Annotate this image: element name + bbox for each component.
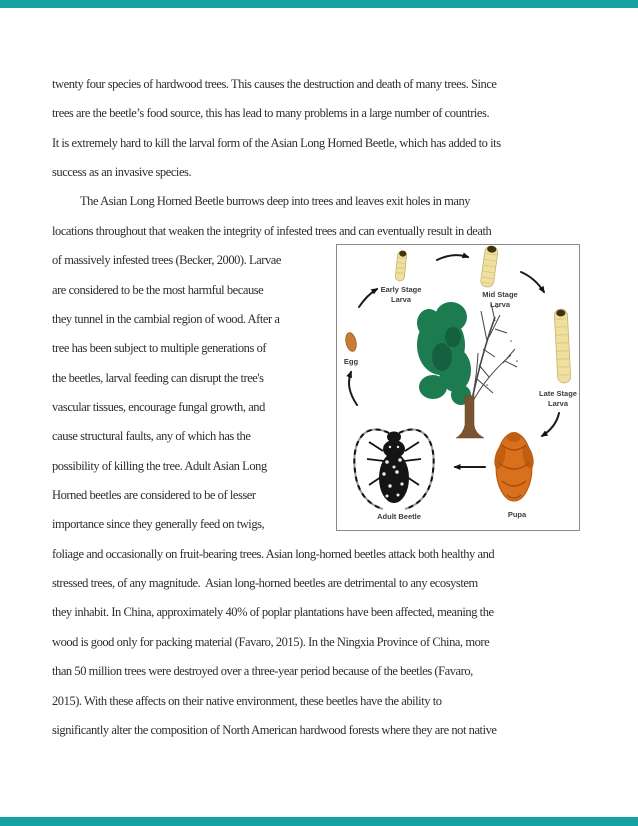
text-line: tree has been subject to multiple generations of <box>52 341 267 356</box>
adult-beetle-label: Adult Beetle <box>377 512 421 521</box>
mid-larva-illustration <box>480 245 499 288</box>
tree-foliage-green <box>417 302 471 405</box>
text-line: than 50 million trees were destroyed over a three-year period because of the beetles (Favaro, <box>52 664 473 679</box>
pupa-label: Pupa <box>507 510 527 519</box>
beetle-lifecycle-illustration <box>337 245 579 530</box>
text-line: possibility of killing the tree. Adult Asian Long <box>52 458 267 473</box>
arrow-early-to-mid-larva-icon <box>437 255 468 260</box>
text-line: foliage and occasionally on fruit-bearing trees. Asian long-horned beetles attack both healthy and <box>52 546 495 561</box>
early-larva-illustration <box>395 250 408 281</box>
text-line: the beetles, larval feeding can disrupt the tree's <box>52 370 264 385</box>
egg-label: Egg <box>343 357 359 366</box>
beetle-lifecycle-figure <box>336 244 580 531</box>
mid-larva-label-line2: Larva <box>489 300 511 309</box>
late-larva-label-line1: Late Stage <box>539 389 577 398</box>
mid-larva-label-line1: Mid Stage <box>482 290 518 299</box>
arrow-late-larva-to-pupa-icon <box>542 413 559 436</box>
text-line: importance since they generally feed on twigs, <box>52 517 265 532</box>
text-line: vascular tissues, encourage fungal growth, and <box>52 399 265 414</box>
text-line: they inhabit. In China, approximately 40% of poplar plantations have been affected, meaning the <box>52 605 494 620</box>
text-line: wood is good only for packing material (Favaro, 2015). In the Ningxia Province of China, more <box>52 634 490 649</box>
text-line: success as an invasive species. <box>52 165 192 180</box>
pupa-illustration <box>492 432 536 501</box>
early-larva-label-line2: Larva <box>390 295 412 304</box>
tree-branches-bare <box>471 303 518 405</box>
text-line: cause structural faults, any of which has the <box>52 429 251 444</box>
text-line: locations throughout that weaken the integrity of infested trees and can eventually result in death <box>52 223 492 238</box>
text-line: trees are the beetle’s food source, this has lead to many problems in a large number of countries. <box>52 106 490 121</box>
text-line: The Asian Long Horned Beetle burrows deep into trees and leaves exit holes in many <box>80 194 471 209</box>
early-larva-label-line1: Early Stage <box>380 285 422 294</box>
late-larva-illustration <box>554 309 571 384</box>
adult-beetle-illustration <box>354 429 433 509</box>
page-gap-bar-top <box>0 0 638 8</box>
text-line: are considered to be the most harmful because <box>52 282 264 297</box>
text-line: significantly alter the composition of North American hardwood forests where they are not native <box>52 722 497 737</box>
text-line: Horned beetles are considered to be of lesser <box>52 488 256 503</box>
page-gap-bar-bottom <box>0 817 638 826</box>
text-line: It is extremely hard to kill the larval form of the Asian Long Horned Beetle, which has added to its <box>52 135 501 150</box>
arrow-mid-to-late-larva-icon <box>521 272 544 292</box>
text-line: twenty four species of hardwood trees. This causes the destruction and death of many trees. Since <box>52 77 497 91</box>
egg-illustration <box>344 332 358 353</box>
arrow-adult-to-egg-icon <box>349 372 357 405</box>
text-line: 2015). With these affects on their native environment, these beetles have the ability to <box>52 693 442 708</box>
text-line: they tunnel in the cambial region of wood. After a <box>52 311 280 326</box>
text-line: of massively infested trees (Becker, 2000). Larvae <box>52 253 281 268</box>
text-line: stressed trees, of any magnitude. Asian long-horned beetles are detrimental to any ecosystem <box>52 576 478 591</box>
late-larva-label-line2: Larva <box>547 399 569 408</box>
arrow-egg-to-early-larva-icon <box>359 289 377 307</box>
